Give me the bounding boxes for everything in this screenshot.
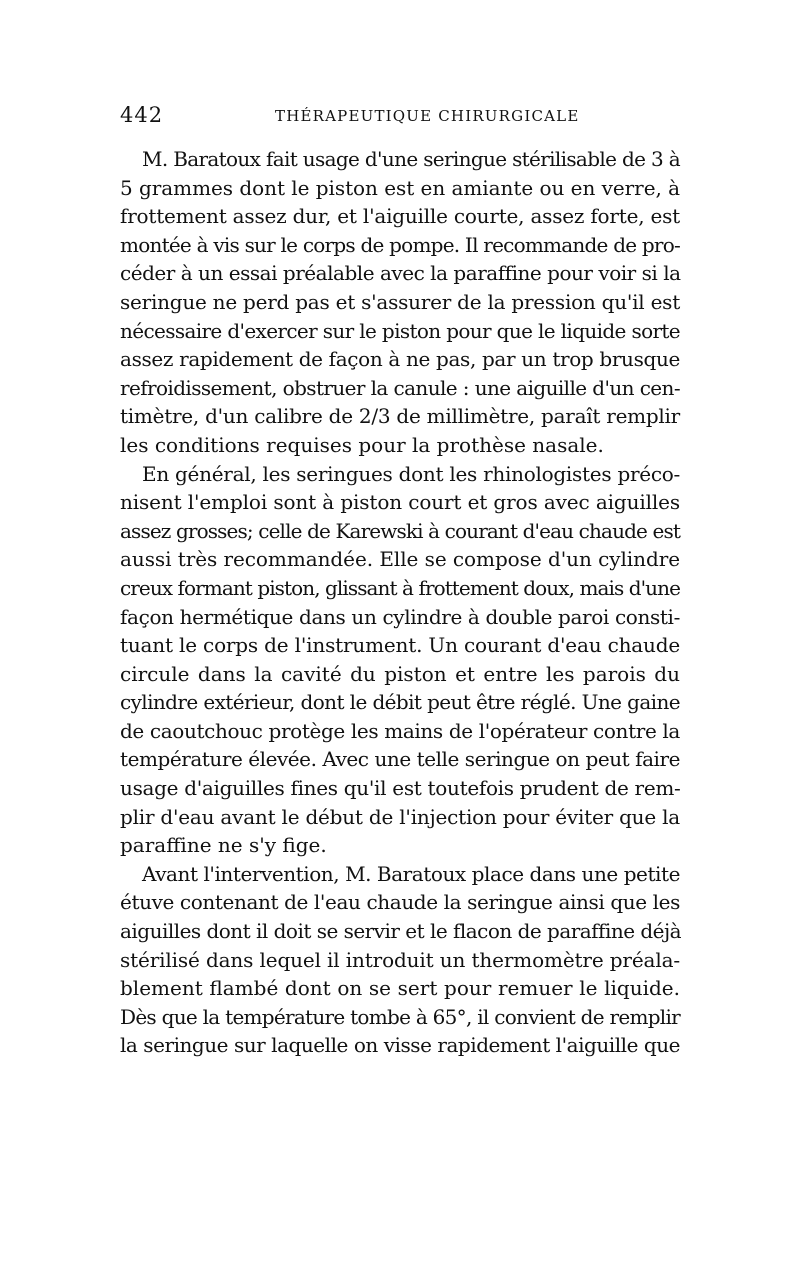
text-line: de caoutchouc protège les mains de l'opérateur contre la (120, 718, 680, 743)
text-line: plir d'eau avant le début de l'injection pour éviter que la (120, 804, 680, 829)
text-line: assez rapidement de façon à ne pas, par un trop brusque (120, 347, 680, 372)
paragraph-1 (120, 145, 680, 460)
text-line: frottement assez dur, et l'aiguille courte, assez forte, est (120, 204, 680, 229)
text-line: assez grosses; celle de Karewski à courant d'eau chaude est (120, 518, 681, 543)
text-line: circule dans la cavité du piston et entre les parois du (120, 661, 680, 686)
running-title: THÉRAPEUTIQUE CHIRURGICALE (275, 107, 580, 125)
text-line: nécessaire d'exercer sur le piston pour que le liquide sorte (120, 318, 680, 343)
text-line: En général, les seringues dont les rhinologistes préco- (142, 461, 681, 486)
text-line: montée à vis sur le corps de pompe. Il recommande de pro- (120, 232, 680, 257)
text-line: seringue ne perd pas et s'assurer de la pression qu'il est (120, 289, 680, 314)
text-line: étuve contenant de l'eau chaude la seringue ainsi que les (120, 890, 680, 915)
text-line: creux formant piston, glissant à frottement doux, mais d'une (120, 575, 680, 600)
text-line: température élevée. Avec une telle seringue on peut faire (120, 747, 680, 772)
text-line: Avant l'intervention, M. Baratoux place dans une petite (142, 861, 680, 886)
text-line: Dès que la température tombe à 65°, il convient de remplir (120, 1004, 680, 1029)
running-head (120, 100, 680, 130)
text-line: stérilisé dans lequel il introduit un thermomètre préala- (120, 947, 680, 972)
text-line: nisent l'emploi sont à piston court et gros avec aiguilles (120, 490, 680, 515)
text-line: M. Baratoux fait usage d'une seringue stérilisable de 3 à (142, 147, 680, 171)
text-line: usage d'aiguilles fines qu'il est toutefois prudent de rem- (120, 776, 681, 801)
body-text (120, 145, 680, 1060)
text-line: 5 grammes dont le piston est en amiante ou en verre, à (120, 175, 680, 200)
text-line: la seringue sur laquelle on visse rapidement l'aiguille que (120, 1033, 680, 1058)
text-line: cylindre extérieur, dont le débit peut être réglé. Une gaine (120, 690, 680, 715)
text-line: aiguilles dont il doit se servir et le flacon de paraffine déjà (120, 919, 682, 944)
text-line: céder à un essai préalable avec la paraffine pour voir si la (120, 261, 681, 286)
text-line: façon hermétique dans un cylindre à double paroi consti- (120, 604, 680, 629)
text-line: les conditions requises pour la prothèse nasale. (120, 432, 604, 457)
text-line: tuant le corps de l'instrument. Un courant d'eau chaude (120, 633, 681, 658)
text-line: aussi très recommandée. Elle se compose d'un cylindre (120, 547, 681, 572)
text-line: blement flambé dont on se sert pour remuer le liquide. (120, 976, 680, 1001)
page-number: 442 (120, 103, 164, 127)
text-line: refroidissement, obstruer la canule : une aiguille d'un cen- (120, 375, 680, 400)
paragraph-3 (120, 860, 680, 1060)
text-line: timètre, d'un calibre de 2/3 de millimètre, paraît remplir (120, 404, 680, 429)
text-line: paraffine ne s'y fige. (120, 833, 327, 858)
paragraph-2 (120, 460, 680, 860)
